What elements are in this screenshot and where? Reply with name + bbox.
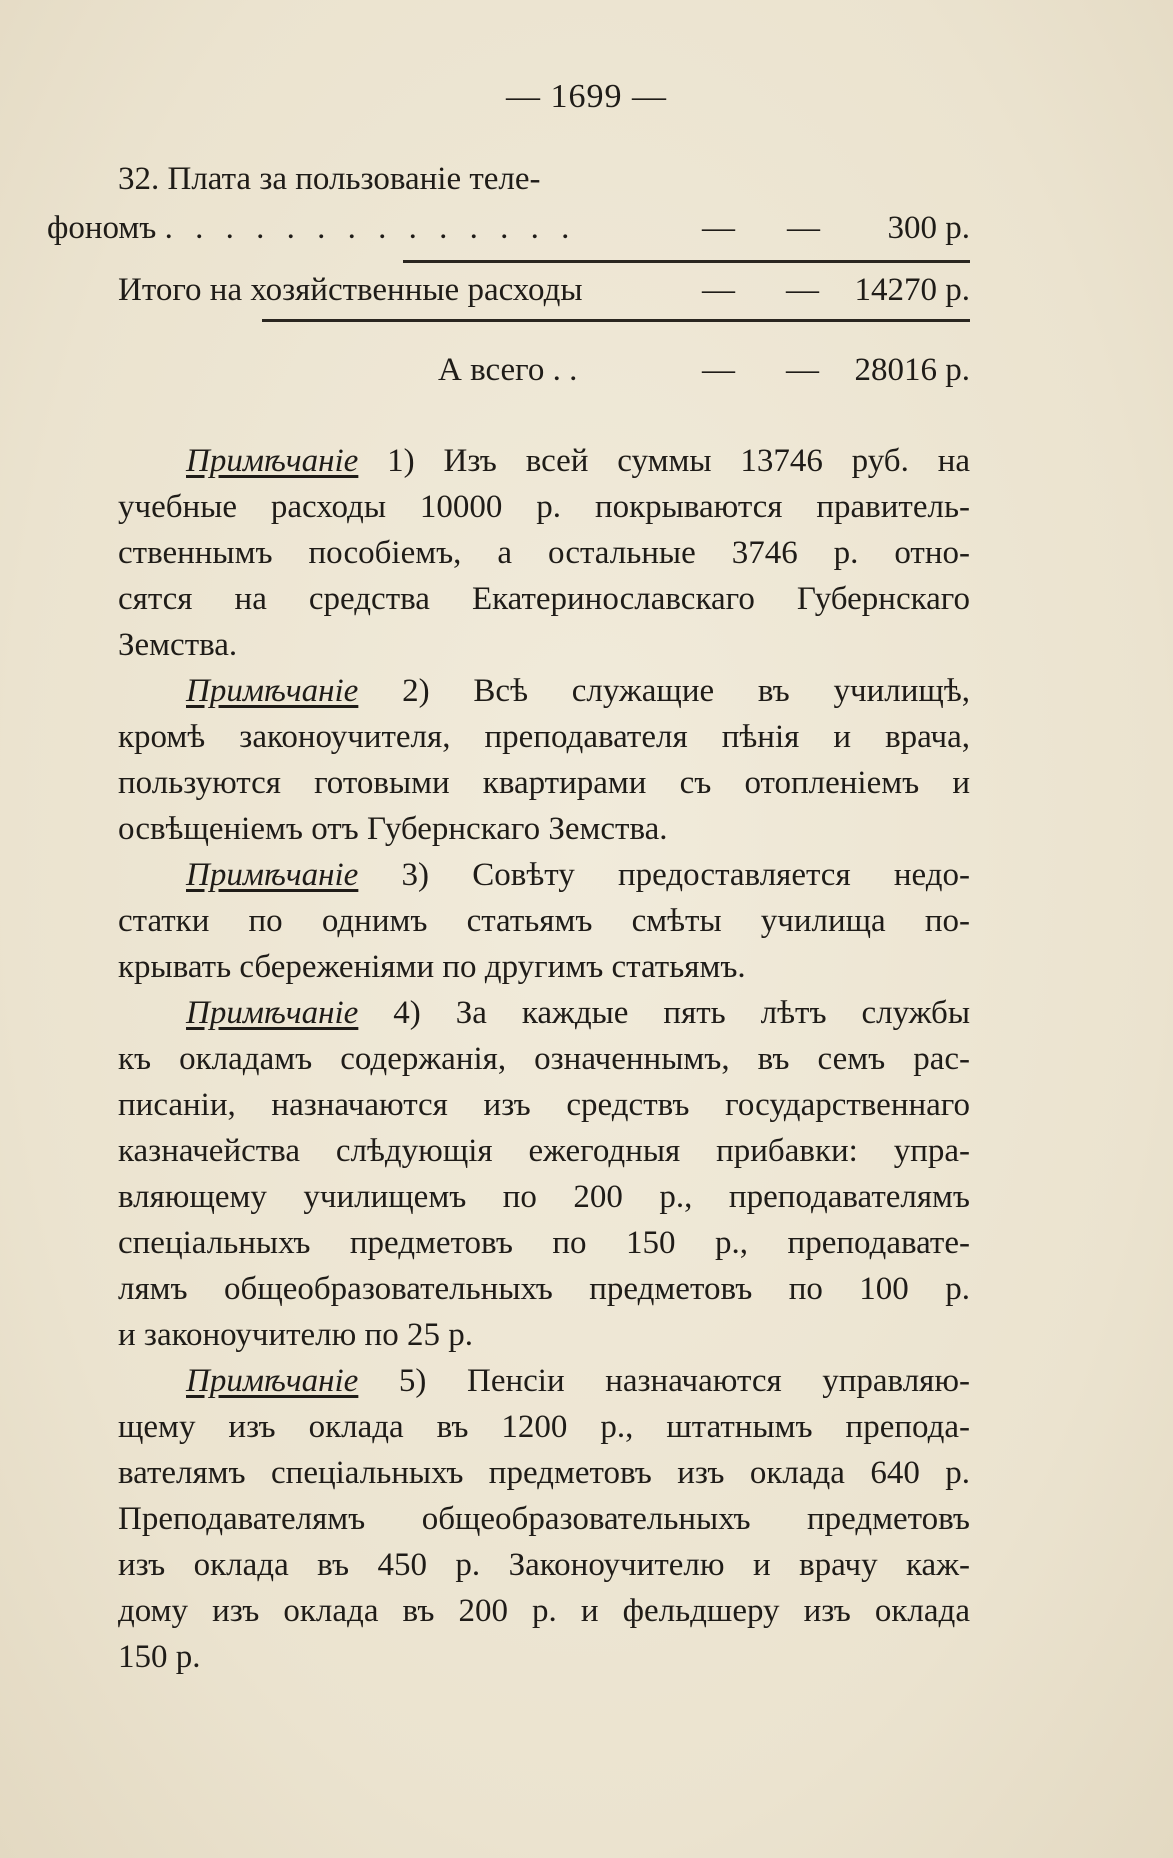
note-2-line-3: пользуются готовыми квартирами съ отопленiемъ и — [118, 765, 970, 801]
note-2-line-2: кромѣ законоучителя, преподавателя пѣнiя и врача, — [118, 719, 970, 755]
item-word: фономъ — [47, 210, 157, 246]
budget-item-32-line1: 32. Плата за пользованiе теле- — [118, 161, 541, 197]
amount: 14270 р. — [854, 272, 970, 308]
dash-1: — — [702, 210, 735, 246]
note-4-line-5: вляющему училищемъ по 200 р., преподавателямъ — [118, 1179, 970, 1215]
note-5-line-3: вателямъ спецiальныхъ предметовъ изъ оклада 640 р. — [118, 1455, 970, 1491]
note-label: Примѣчанiе — [186, 857, 359, 893]
note-5-line-4: Преподавателямъ общеобразовательныхъ предметовъ — [118, 1501, 970, 1537]
note-label: Примѣчанiе — [186, 443, 359, 479]
note-4-line-1: Примѣчанiе 4) За каждые пять лѣтъ службы — [186, 995, 970, 1031]
note-1-line-1: Примѣчанiе 1) Изъ всей суммы 13746 руб. на — [186, 443, 970, 479]
note-label: Примѣчанiе — [186, 673, 359, 709]
sum-rule-2 — [262, 319, 970, 322]
note-4-line-3: писанiи, назначаются изъ средствъ государственнаго — [118, 1087, 970, 1123]
note-5-line-1: Примѣчанiе 5) Пенсiи назначаются управляю- — [186, 1363, 970, 1399]
note-1-line-2: учебные расходы 10000 р. покрываются правитель- — [118, 489, 970, 525]
dash-1: — — [702, 272, 735, 308]
note-1-line-4: сятся на средства Екатеринославскаго Губернскаго — [118, 581, 970, 617]
note-4-line-8: и законоучителю по 25 р. — [118, 1317, 473, 1353]
dash-2: — — [786, 272, 819, 308]
note-1-line-5: Земства. — [118, 627, 238, 663]
dash-1: — — [702, 352, 735, 388]
note-3-line-3: крывать сбереженiями по другимъ статьямъ. — [118, 949, 746, 985]
note-5-line-5: изъ оклада въ 450 р. Законоучителю и врачу каж- — [118, 1547, 970, 1583]
note-3-line-1: Примѣчанiе 3) Совѣту предоставляется недо- — [186, 857, 970, 893]
sum-rule-1 — [403, 260, 970, 263]
note-4-line-2: къ окладамъ содержанiя, означеннымъ, въ семъ рас- — [118, 1041, 970, 1077]
note-label: Примѣчанiе — [186, 995, 359, 1031]
note-4-line-4: казначейства слѣдующiя ежегодныя прибавки: упра- — [118, 1133, 970, 1169]
grand-label: А всего . . — [438, 352, 578, 388]
total-label: Итого на хозяйственные расходы — [118, 272, 583, 308]
note-4-line-7: лямъ общеобразовательныхъ предметовъ по 100 р. — [118, 1271, 970, 1307]
note-3-line-2: статки по однимъ статьямъ смѣты училища по- — [118, 903, 970, 939]
total-line — [118, 267, 970, 313]
note-2-line-1: Примѣчанiе 2) Всѣ служащие въ училищѣ, — [186, 673, 970, 709]
dash-2: — — [787, 210, 820, 246]
note-5-line-2: щему изъ оклада въ 1200 р., штатнымъ препода- — [118, 1409, 970, 1445]
note-4-line-6: спецiальныхъ предметовъ по 150 р., преподавате- — [118, 1225, 970, 1261]
page-number: — 1699 — — [506, 78, 667, 115]
leader-dots: . . . . . . . . . . . . . . — [164, 210, 577, 246]
note-2-line-4: освѣщенiемъ отъ Губернскаго Земства. — [118, 811, 668, 847]
note-5-line-6: дому изъ оклада въ 200 р. и фельдшеру изъ оклада — [118, 1593, 970, 1629]
budget-item-32-line2 — [47, 205, 970, 251]
note-label: Примѣчанiе — [186, 1363, 359, 1399]
amount: 300 р. — [887, 210, 970, 246]
note-5-line-7: 150 р. — [118, 1639, 201, 1675]
note-1-line-3: ственнымъ пособiемъ, а остальные 3746 р. отно- — [118, 535, 970, 571]
dash-2: — — [786, 352, 819, 388]
amount: 28016 р. — [854, 352, 970, 388]
